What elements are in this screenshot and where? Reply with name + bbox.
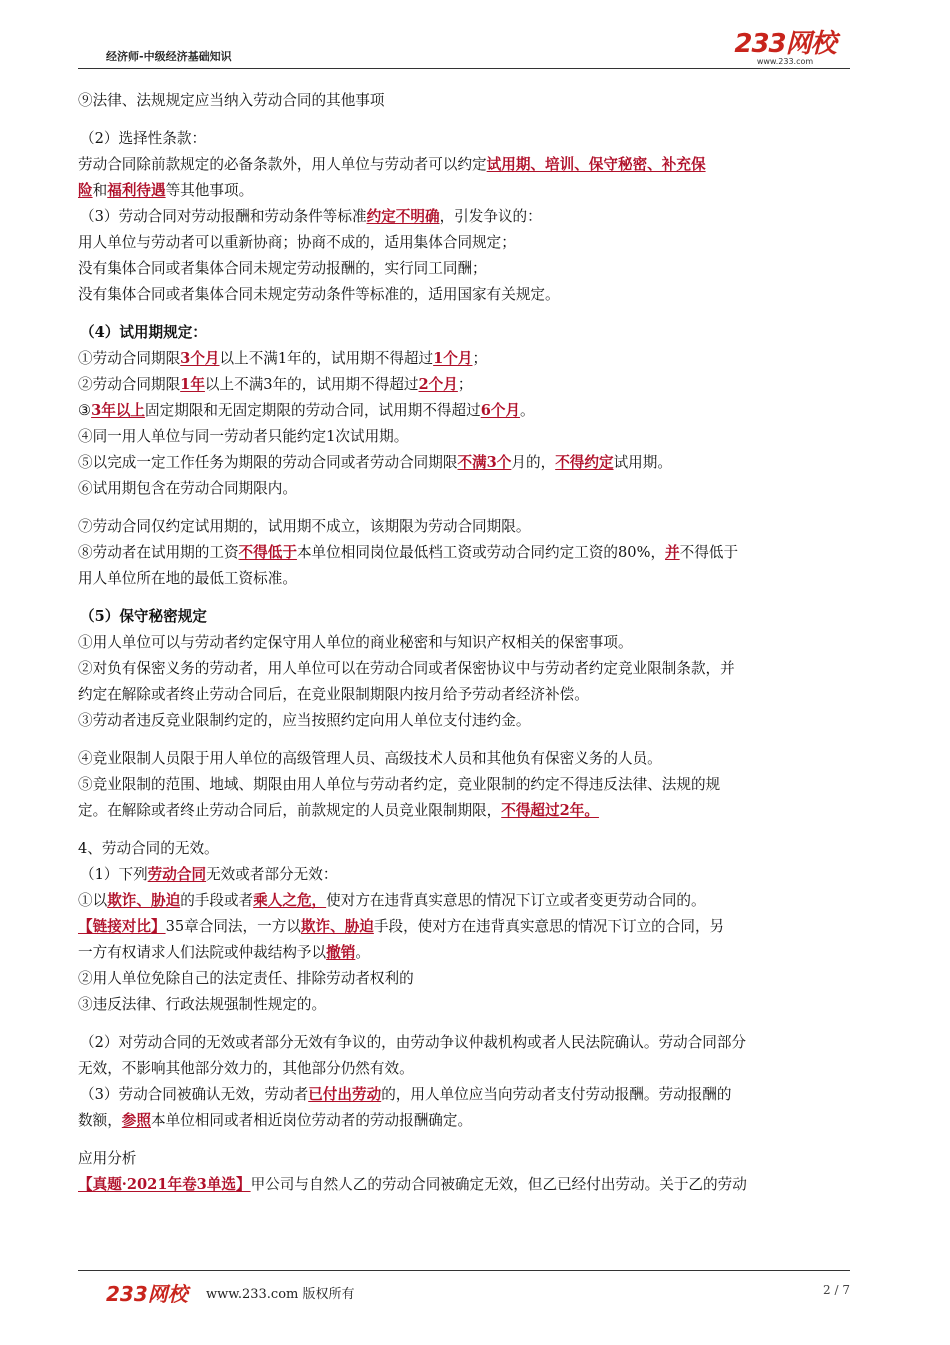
line: 【链接对比】35章合同法，一方以欺诈、胁迫手段，使对方在违背真实意思的情况下订立的合同，另	[78, 918, 725, 935]
line: ⑦劳动合同仅约定试用期的，试用期不成立，该期限为劳动合同期限。	[78, 518, 531, 535]
line: ③3年以上固定期限和无固定期限的劳动合同，试用期不得超过6个月。	[78, 402, 535, 419]
section-heading: （4）试用期规定：	[80, 324, 207, 341]
footer-divider	[78, 1270, 850, 1271]
page-footer	[78, 1270, 850, 1310]
line: ②劳动合同期限1年以上不满3年的，试用期不得超过2个月；	[78, 376, 473, 393]
page-number: 2 / 7	[823, 1283, 850, 1297]
document-body	[78, 88, 853, 1198]
doc-title: 经济师-中级经济基础知识	[106, 50, 232, 63]
logo-text: 233网校	[734, 29, 836, 59]
line: 无效，不影响其他部分效力的，其他部分仍然有效。	[78, 1060, 414, 1077]
line: 没有集体合同或者集体合同未规定劳动报酬的，实行同工同酬；	[78, 260, 487, 277]
line: ③劳动者违反竞业限制约定的，应当按照约定向用人单位支付违约金。	[78, 712, 531, 729]
footer-copyright: www.233.com 版权所有	[206, 1287, 355, 1302]
line: 险和福利待遇等其他事项。	[78, 182, 254, 199]
line: 用人单位与劳动者可以重新协商；协商不成的，适用集体合同规定；	[78, 234, 516, 251]
line: ⑤竞业限制的范围、地域、期限由用人单位与劳动者约定，竞业限制的约定不得违反法律、法规的规	[78, 776, 721, 793]
line: （2）对劳动合同的无效或者部分无效有争议的，由劳动争议仲裁机构或者人民法院确认。劳动合同部分	[80, 1034, 747, 1051]
line: ④竞业限制人员限于用人单位的高级管理人员、高级技术人员和其他负有保密义务的人员。	[78, 750, 662, 767]
brand-logo	[720, 30, 850, 68]
line: 劳动合同除前款规定的必备条款外，用人单位与劳动者可以约定试用期、培训、保守秘密、补充保	[78, 156, 706, 173]
page-header	[78, 30, 850, 74]
line: ①用人单位可以与劳动者约定保守用人单位的商业秘密和与知识产权相关的保密事项。	[78, 634, 633, 651]
footer-logo: 233网校	[106, 1282, 188, 1306]
line: （3）劳动合同对劳动报酬和劳动条件等标准约定不明确，引发争议的：	[80, 208, 542, 225]
line: 约定在解除或者终止劳动合同后，在竞业限制期限内按月给予劳动者经济补偿。	[78, 686, 589, 703]
line: （3）劳动合同被确认无效，劳动者已付出劳动的，用人单位应当向劳动者支付劳动报酬。劳动报酬的	[80, 1086, 732, 1103]
section-heading: 应用分析	[78, 1150, 137, 1167]
line: ②用人单位免除自己的法定责任、排除劳动者权利的	[78, 970, 414, 987]
line: ②对负有保密义务的劳动者，用人单位可以在劳动合同或者保密协议中与劳动者约定竞业限制条款，并	[78, 660, 735, 677]
line: ⑧劳动者在试用期的工资不得低于本单位相同岗位最低档工资或劳动合同约定工资的80%，并不得低于	[78, 544, 739, 561]
line: 定。在解除或者终止劳动合同后，前款规定的人员竞业限制期限，不得超过2年。	[78, 802, 599, 819]
line: ⑨法律、法规规定应当纳入劳动合同的其他事项	[78, 92, 385, 109]
line: ③违反法律、行政法规强制性规定的。	[78, 996, 327, 1013]
line: 没有集体合同或者集体合同未规定劳动条件等标准的，适用国家有关规定。	[78, 286, 560, 303]
line: ⑥试用期包含在劳动合同期限内。	[78, 480, 297, 497]
section-heading: （2）选择性条款：	[80, 130, 207, 147]
section-heading: （5）保守秘密规定	[80, 608, 207, 625]
line: ①以欺诈、胁迫的手段或者乘人之危，使对方在违背真实意思的情况下订立或者变更劳动合同的。	[78, 892, 706, 909]
header-divider	[78, 68, 850, 69]
line: ④同一用人单位与同一劳动者只能约定1次试用期。	[78, 428, 409, 445]
line: 一方有权请求人们法院或仲裁结构予以撤销。	[78, 944, 370, 961]
line: ①劳动合同期限3个月以上不满1年的，试用期不得超过1个月；	[78, 350, 488, 367]
line: （1）下列劳动合同无效或者部分无效：	[80, 866, 338, 883]
logo-url: www.233.com	[756, 57, 814, 66]
line: ⑤以完成一定工作任务为期限的劳动合同或者劳动合同期限不满3个月的，不得约定试用期。	[78, 454, 672, 471]
line: 数额，参照本单位相同或者相近岗位劳动者的劳动报酬确定。	[78, 1112, 473, 1129]
section-heading: 4、劳动合同的无效。	[78, 840, 219, 857]
line: 用人单位所在地的最低工资标准。	[78, 570, 297, 587]
line: 【真题·2021年卷3单选】甲公司与自然人乙的劳动合同被确定无效，但乙已经付出劳动。关于乙的劳动	[78, 1176, 747, 1193]
